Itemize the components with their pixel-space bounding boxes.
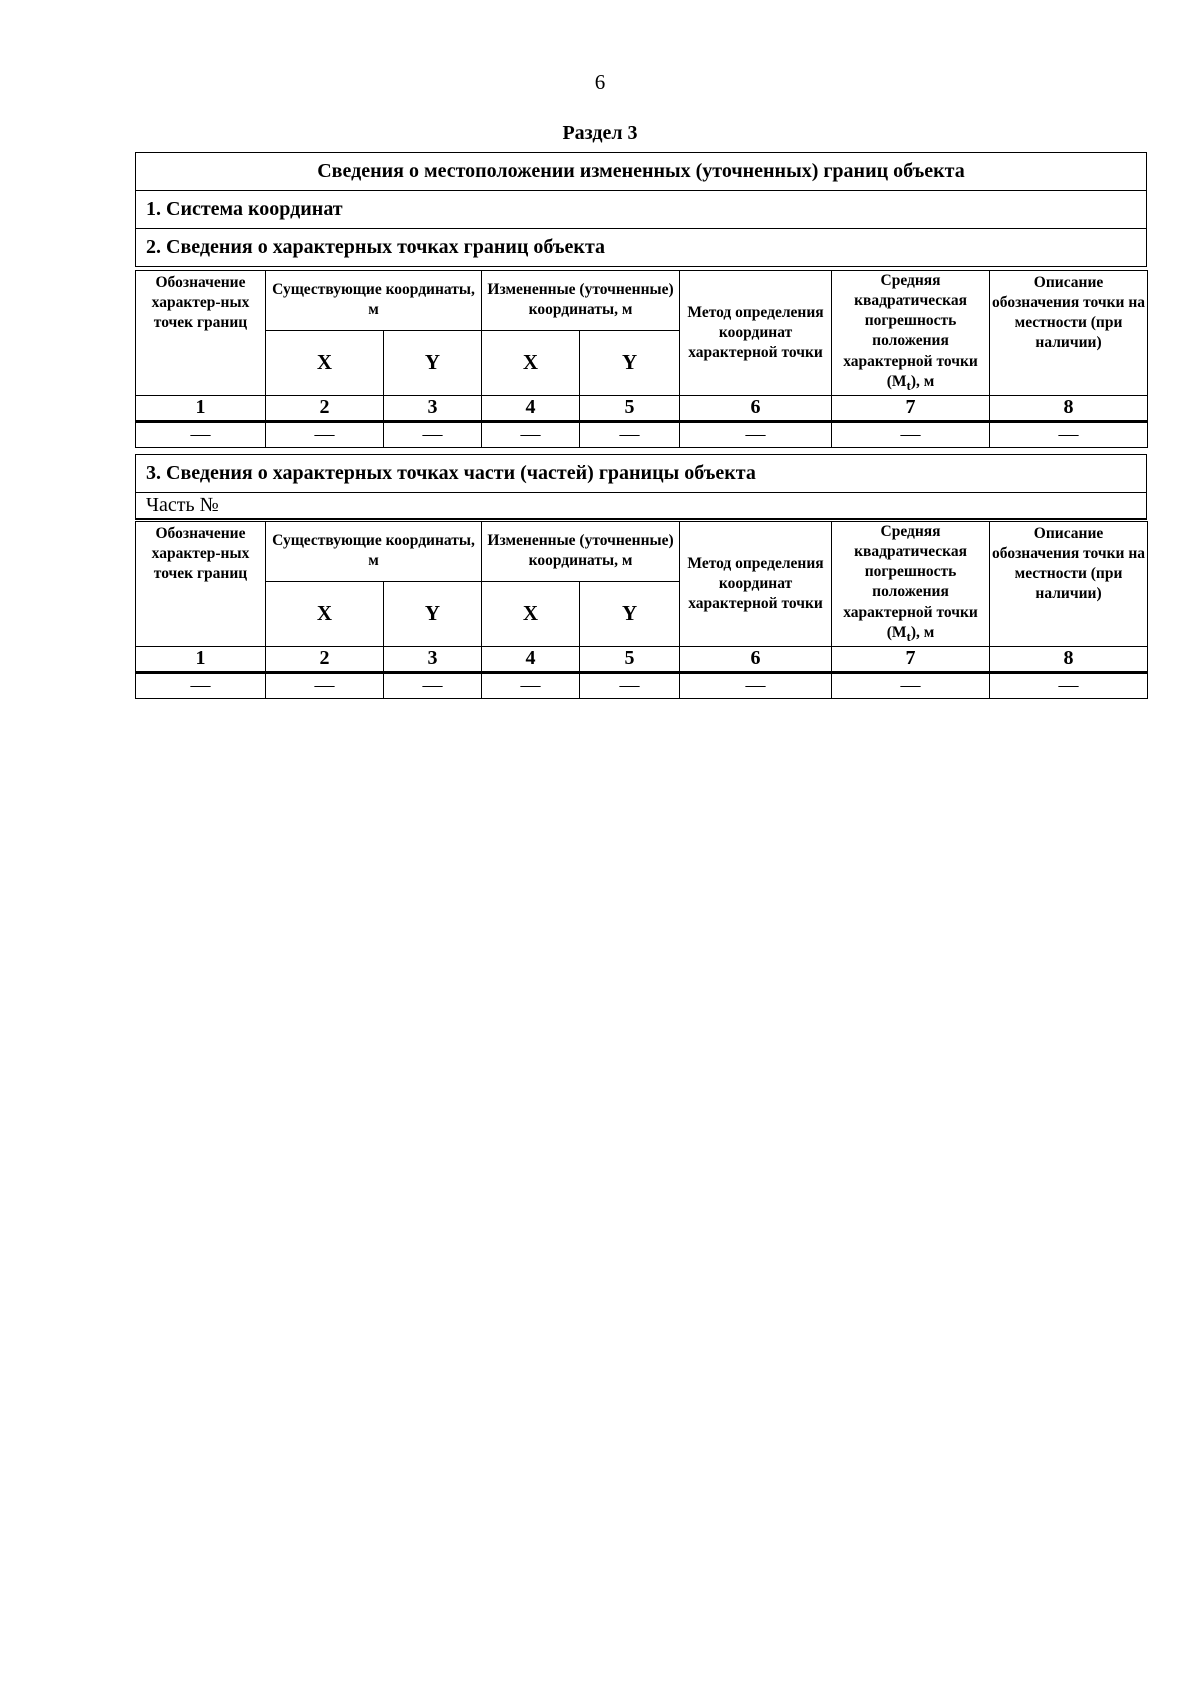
empty-cell: — xyxy=(136,672,266,698)
empty-cell: — xyxy=(266,672,384,698)
header-changed: Измененные (уточненные) координаты, м xyxy=(482,522,680,582)
header-existing-y: Y xyxy=(384,330,482,395)
empty-cell: — xyxy=(680,421,832,447)
column-number: 5 xyxy=(580,646,680,672)
coord-system-label: 1. Система координат xyxy=(136,191,1146,229)
parts-header-block xyxy=(135,454,1147,520)
column-number: 3 xyxy=(384,395,482,421)
header-changed: Измененные (уточненные) координаты, м xyxy=(482,271,680,331)
column-number: 7 xyxy=(832,646,990,672)
parts-heading: 3. Сведения о характерных точках части (частей) границы объекта xyxy=(146,462,756,484)
empty-cell: — xyxy=(136,421,266,447)
column-number: 5 xyxy=(580,395,680,421)
header-changed-y: Y xyxy=(580,330,680,395)
section-title: Раздел 3 xyxy=(562,122,638,144)
header-changed-y: Y xyxy=(580,581,680,646)
header-existing: Существующие координаты, м xyxy=(266,271,482,331)
column-number: 4 xyxy=(482,646,580,672)
header-existing: Существующие координаты, м xyxy=(266,522,482,582)
header-description: Описание обозначения точки на местности (при наличии) xyxy=(990,271,1148,396)
column-number: 1 xyxy=(136,395,266,421)
empty-cell: — xyxy=(990,672,1148,698)
empty-cell: — xyxy=(482,421,580,447)
points-heading: 2. Сведения о характерных точках границ объекта xyxy=(146,236,606,258)
page-number: 6 xyxy=(594,70,606,94)
part-label: Часть № xyxy=(136,492,1146,519)
empty-cell: — xyxy=(482,672,580,698)
empty-cell: — xyxy=(266,421,384,447)
empty-cell: — xyxy=(580,672,680,698)
column-number: 1 xyxy=(136,646,266,672)
empty-cell: — xyxy=(832,421,990,447)
header-accuracy: Средняя квадратическая погрешность положения характерной точки $(M_t)$, м xyxy=(832,271,990,396)
column-number: 8 xyxy=(990,395,1148,421)
header-method: Метод определения координат характерной точки xyxy=(680,522,832,647)
header-accuracy: Средняя квадратическая погрешность положения характерной точки $(M_t)$, м xyxy=(832,522,990,647)
column-number: 7 xyxy=(832,395,990,421)
header-changed-x: X xyxy=(482,581,580,646)
table-header-block xyxy=(135,152,1147,267)
header-existing-x: X xyxy=(266,581,384,646)
header-description: Описание обозначения точки на местности (при наличии) xyxy=(990,522,1148,647)
column-number: 8 xyxy=(990,646,1148,672)
column-number: 3 xyxy=(384,646,482,672)
column-number: 6 xyxy=(680,646,832,672)
table-title: Сведения о местоположении измененных (уточненных) границ объекта xyxy=(136,153,1146,191)
parts-table xyxy=(135,521,1148,699)
header-designation: Обозначение характер-ных точек границ xyxy=(136,522,266,647)
header-designation: Обозначение характер-ных точек границ xyxy=(136,271,266,396)
empty-cell: — xyxy=(384,672,482,698)
column-number: 2 xyxy=(266,395,384,421)
column-number: 2 xyxy=(266,646,384,672)
points-table xyxy=(135,270,1148,448)
header-existing-x: X xyxy=(266,330,384,395)
column-number: 4 xyxy=(482,395,580,421)
empty-cell: — xyxy=(832,672,990,698)
empty-cell: — xyxy=(384,421,482,447)
column-number: 6 xyxy=(680,395,832,421)
empty-cell: — xyxy=(580,421,680,447)
empty-cell: — xyxy=(680,672,832,698)
header-existing-y: Y xyxy=(384,581,482,646)
header-changed-x: X xyxy=(482,330,580,395)
header-method: Метод определения координат характерной точки xyxy=(680,271,832,396)
empty-cell: — xyxy=(990,421,1148,447)
